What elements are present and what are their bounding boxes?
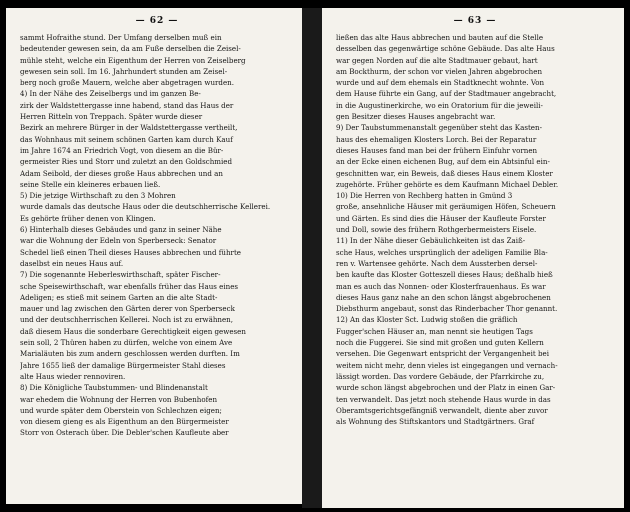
text-line: war die Wohnung der Edeln von Sperberseck: Senator bbox=[20, 236, 217, 246]
text-line: Schedel ließ einen Theil dieses Hauses abbrechen und führte bbox=[20, 247, 241, 257]
text-line: als Wohnung des Stiftskantors und Stadtgärtners. Graf bbox=[336, 417, 535, 427]
text-line: daselbst ein neues Haus auf. bbox=[20, 258, 124, 268]
text-line: Bezirk an mehrere Bürger in der Waldstettergasse vertheilt, bbox=[20, 123, 238, 133]
text-line: geschnitten war, ein Beweis, daß dieses Haus einem Kloster bbox=[336, 168, 553, 178]
text-line: zugehörte. Früher gehörte es dem Kaufmann Michael Debler. bbox=[336, 179, 559, 189]
text-line: Jahre 1655 ließ der damalige Bürgermeister Stahl dieses bbox=[20, 360, 226, 370]
text-line: Adam Seibold, der dieses große Haus abbrechen und an bbox=[20, 168, 223, 178]
text-line: 6) Hinterhalb dieses Gebäudes und ganz in seiner Nähe bbox=[20, 225, 222, 235]
left-page bbox=[6, 8, 302, 504]
text-line: 8) Die Königliche Taubstummen- und Blindenanstalt bbox=[20, 383, 208, 393]
text-line: wurde und auf dem ehemals ein Stadtknecht wohnte. Von bbox=[336, 78, 545, 88]
text-line: germeister Ries und Storr und zuletzt an den Goldschmied bbox=[20, 157, 232, 167]
text-line: 4) In der Nähe des Zeiselbergs und im ganzen Be- bbox=[20, 89, 201, 99]
text-line: dieses Haus ganz nahe an den schon längst abgebrochenen bbox=[336, 292, 551, 302]
text-line: 5) Die jetzige Wirthschaft zu den 3 Mohren bbox=[20, 191, 176, 201]
text-line: sche Haus, welches ursprünglich der adeligen Familie Bla- bbox=[336, 247, 548, 257]
text-line: alte Haus wieder rennoviren. bbox=[20, 371, 126, 381]
text-line: wurde schon längst abgebrochen und der Platz in einen Gar- bbox=[336, 383, 556, 393]
text-line: von diesem gieng es als Eigenthum an den Bürgermeister bbox=[20, 417, 229, 427]
text-line: zirk der Waldstettergasse inne habend, stand das Haus der bbox=[20, 100, 234, 110]
text-line: dem Hause führte ein Gang, auf der Stadtmauer angebracht, bbox=[336, 89, 557, 99]
text-line: desselben das gegenwärtige schöne Gebäude. Das alte Haus bbox=[336, 44, 555, 54]
text-line: Storr von Osterach über. Die Debler'schen Kaufleute aber bbox=[20, 428, 229, 438]
text-line: ten verwandelt. Das jetzt noch stehende Haus wurde in das bbox=[336, 394, 551, 404]
text-line: war ehedem die Wohnung der Herren von Bubenhofen bbox=[20, 394, 218, 404]
text-line: am Bockthurm, der schon vor vielen Jahren abgebrochen bbox=[336, 66, 543, 76]
text-line: mauer und lag zwischen den Gärten derer von Sperberseck bbox=[20, 304, 235, 314]
right-page-text bbox=[336, 32, 614, 427]
text-line: daß diesem Haus die sonderbare Gerechtigkeit eigen gewesen bbox=[20, 326, 246, 336]
text-line: sammt Hofraithe stund. Der Umfang derselben muß ein bbox=[20, 33, 222, 42]
text-line: mühle steht, welche ein Eigenthum der Herren von Zeiselberg bbox=[20, 55, 246, 65]
text-line: und Gärten. Es sind dies die Häuser der Kaufleute Forster bbox=[336, 213, 546, 223]
text-line: lässigt worden. Das vordere Gebäude, der Pfarrkirche zu, bbox=[336, 371, 545, 381]
text-line: war gegen Norden auf die alte Stadtmauer gebaut, hart bbox=[336, 55, 538, 65]
text-line: wurde damals das deutsche Haus oder die deutschherrische Kellerei. bbox=[20, 202, 271, 212]
text-line: 7) Die sogenannte Heberleswirthschaft, später Fischer- bbox=[20, 270, 221, 280]
text-line: Herren Ritteln von Treppach. Später wurde dieser bbox=[20, 112, 203, 122]
text-line: Oberamtsgerichtsgefängniß verwandelt, diente aber zuvor bbox=[336, 405, 548, 415]
text-line: versehen. Die Gegenwart entspricht der Vergangenheit bei bbox=[336, 349, 550, 359]
text-line: gen Besitzer dieses Hauses angebracht war. bbox=[336, 112, 496, 122]
text-line: ben kaufte das Kloster Gotteszell dieses Haus; deßhalb hieß bbox=[336, 270, 553, 280]
text-line: und wurde später dem Oberstein von Schlechzen eigen; bbox=[20, 405, 222, 415]
text-line: sche Speisewirthschaft, war ebenfalls früher das Haus eines bbox=[20, 281, 239, 291]
text-line: an der Ecke einen eichenen Bug, auf dem ein Abtsinful ein- bbox=[336, 157, 550, 167]
text-line: Diebsthurm angebaut, sonst das Rinderbacher Thor genannt. bbox=[336, 304, 558, 314]
text-line: Adeligen; es stieß mit seinem Garten an die alte Stadt- bbox=[20, 292, 218, 302]
right-page bbox=[322, 8, 624, 508]
text-line: sein soll, 2 Thüren haben zu dürfen, welche von einem Ave bbox=[20, 338, 233, 348]
text-line: haus des ehemaligen Klosters Lorch. Bei der Reparatur bbox=[336, 134, 537, 144]
text-line: gewesen sein soll. Im 16. Jahrhundert stunden am Zeisel- bbox=[20, 66, 228, 76]
text-line: weitem nicht mehr, denn vieles ist eingegangen und vernach- bbox=[336, 360, 558, 370]
left-page-text bbox=[20, 32, 294, 439]
text-line: Fugger'schen Häuser an, man nennt sie heutigen Tags bbox=[336, 326, 533, 336]
text-line: dieses Hauses fand man bei der frühern Einfuhr vornen bbox=[336, 145, 538, 155]
text-line: man es auch das Nonnen- oder Klosterfrauenhaus. Es war bbox=[336, 281, 546, 291]
text-line: große, ansehnliche Häuser mit geräumigen Höfen, Scheuern bbox=[336, 202, 556, 212]
text-line: Marialäuten bis zum andern geschlossen werden durften. Im bbox=[20, 349, 240, 359]
text-line: 11) In der Nähe dieser Gebäulichkeiten ist das Zaiß- bbox=[336, 236, 526, 246]
text-line: 10) Die Herren von Rechberg hatten in Gmünd 3 bbox=[336, 191, 513, 201]
text-line: 12) An das Kloster Sct. Ludwig stoßen die gräflich bbox=[336, 315, 518, 325]
page-number-right: — 63 — bbox=[453, 16, 497, 26]
text-line: seine Stelle ein kleineres erbauen ließ. bbox=[20, 179, 161, 189]
text-line: Es gehörte früher denen von Klingen. bbox=[20, 213, 156, 223]
text-line: 9) Der Taubstummenanstalt gegenüber steht das Kasten- bbox=[336, 123, 542, 133]
text-line: im Jahre 1674 an Friedrich Vogt, von diesem an die Bür- bbox=[20, 145, 224, 155]
text-line: ließen das alte Haus abbrechen und bauten auf die Stelle bbox=[336, 33, 544, 42]
text-line: bedeutender gewesen sein, da am Fuße derselben die Zeisel- bbox=[20, 44, 241, 54]
text-line: das Wohnhaus mit seinem schönen Garten kam durch Kauf bbox=[20, 134, 233, 144]
text-line: noch die Fuggerei. Sie sind mit großen und guten Kellern bbox=[336, 338, 544, 348]
text-line: in die Augustinerkirche, wo ein Oratorium für die jeweili- bbox=[336, 100, 543, 110]
text-line: und Doll, sowie des frühern Rothgerbermeisters Eisele. bbox=[336, 225, 537, 235]
text-line: und der deutschherrischen Kellerei. Noch ist zu erwähnen, bbox=[20, 315, 233, 325]
text-line: ren v. Wartensee gehörte. Nach dem Aussterben dersel- bbox=[336, 258, 538, 268]
book-gutter bbox=[302, 8, 322, 508]
text-line: berg noch große Mauern, welche aber abgetragen wurden. bbox=[20, 78, 234, 88]
page-number-left: — 62 — bbox=[135, 16, 179, 26]
